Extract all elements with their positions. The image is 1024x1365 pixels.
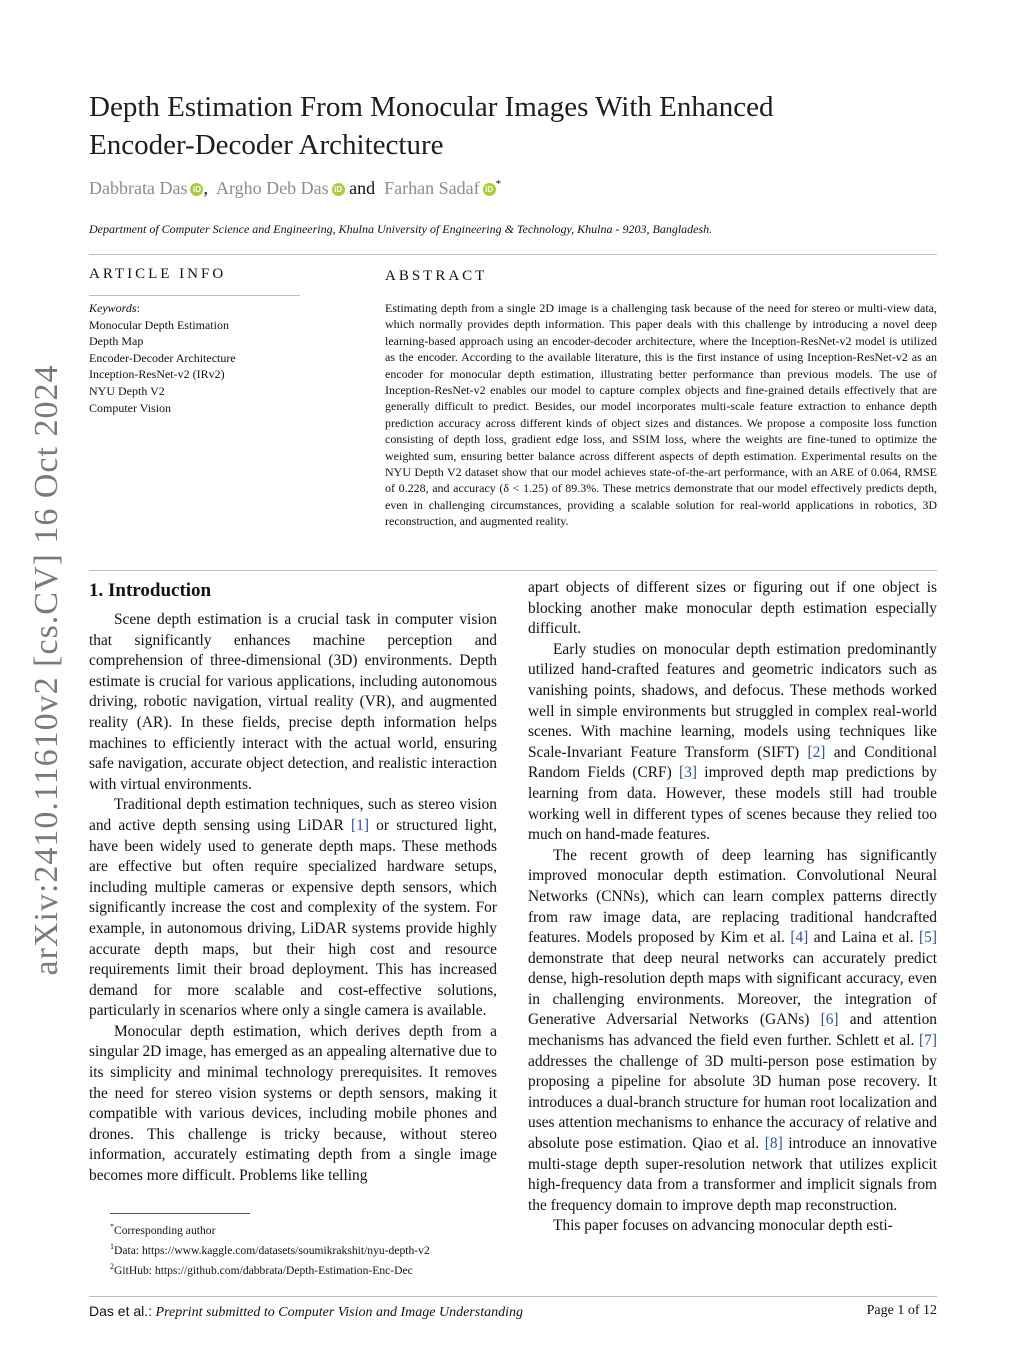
- footnote-rule: [110, 1213, 250, 1214]
- paragraph: [528, 640, 937, 846]
- text-run: demonstrate that deep neural networks can accurately predict dense, high-resolution depth maps with significant accuracy, even in challenging environments. Moreover, the integration of Generative Adversarial Networks (GANs): [528, 949, 937, 1029]
- citation-link[interactable]: [7]: [919, 1032, 937, 1050]
- text-run: or structured light, have been widely used to generate depth maps. These methods are effective but often require specialized hardware setups, including multiple cameras or expensive depth sensors, which significantly increase the cost and complexity of the system. For example, in autonomous driving, LiDAR systems provide highly accurate depth maps, but their high cost and resource requirements limit their broad deployment. This has increased demand for more scalable and cost-effective solutions, particularly in scenarios where only a single camera is available.: [89, 816, 497, 1020]
- citation-link[interactable]: [8]: [764, 1135, 783, 1153]
- paragraph: [528, 578, 937, 640]
- footnote-text: Corresponding author: [114, 1223, 216, 1237]
- text-run: apart objects of different sizes or figuring out if one object is blocking another make monocular depth estimation especially difficult.: [528, 579, 937, 638]
- citation-link[interactable]: [2]: [807, 743, 826, 761]
- abstract-text: Estimating depth from a single 2D image is a challenging task because of the need for stereo or multi-view data, which normally provides depth information. This paper deals with this challenge by introducing a novel deep learning-based approach using an encoder-decoder architecture, where the Inception-ResNet-v2 model is utilized as the encoder. According to the available literature, this is the first instance of using Inception-ResNet-v2 as an encoder for monocular depth estimation, illustrating better performance than previous models. The use of Inception-ResNet-v2 enables our model to capture complex objects and fine-grained details effectively that are generally difficult to predict. Besides, our model incorporates multi-scale feature extraction to enhance depth prediction accuracy across different kinds of object sizes and distances. We propose a composite loss function consisting of depth loss, gradient edge loss, and SSIM loss, where the weights are fine-tuned to optimize the weighted sum, ensuring better balance across different aspects of depth estimation. Experimental results on the NYU Depth V2 dataset show that our model achieves state-of-the-art performance, with an ARE of 0.064, RMSE of 0.228, and accuracy (δ < 1.25) of 89.3%. These metrics demonstrate that our model effectively predicts depth, even in challenging circumstances, providing a scalable solution for real-world applications in robotics, 3D reconstruction, and augmented reality.: [385, 301, 937, 529]
- author-separator: and: [349, 178, 376, 198]
- divider: [89, 254, 937, 255]
- text-run: and Conditional Random Fields (CRF): [528, 743, 937, 782]
- keyword-item: Computer Vision: [89, 400, 172, 415]
- left-column: [89, 610, 497, 1187]
- text-run: Scene depth estimation is a crucial task in computer vision that significantly enhances machine perception and comprehension of three-dimensional (3D) environments. Depth estimate is crucial for various applications, including autonomous driving, robotic navigation, virtual reality (VR), and augmented reality (AR). In these fields, precise depth information helps machines to efficiently interact with the actual world, ensuring safe navigation, accurate object detection, and realistic interaction with virtual environments.: [89, 611, 497, 793]
- text-run: Traditional depth estimation techniques, such as stereo vision and active depth sensing using LiDAR: [89, 796, 497, 834]
- text-run: and attention mechanisms has advanced the field even further. Schlett et al.: [528, 1011, 937, 1050]
- footnote-text[interactable]: Data: https://www.kaggle.com/datasets/soumikrakshit/nyu-depth-v2: [114, 1243, 430, 1257]
- footer-authors: Das et al.: [89, 1303, 149, 1319]
- citation-link[interactable]: [3]: [679, 764, 697, 782]
- citation-link[interactable]: [1]: [351, 816, 369, 834]
- citation-link[interactable]: [6]: [820, 1011, 839, 1029]
- title-line-2: Encoder-Decoder Architecture: [89, 129, 444, 161]
- text-run: Monocular depth estimation, which derives depth from a singular 2D image, has emerged as an appealing alternative due to its simplicity and minimal technology prerequisites. It removes the need for stereo vision systems or depth sensors, making it compatible with various devices, including mobile phones and drones. This challenge is tricky because, without stereo information, accurately estimating depth from a single image becomes more difficult. Problems like telling: [89, 1022, 497, 1185]
- citation-link[interactable]: [5]: [919, 929, 937, 947]
- corresponding-mark: *: [495, 178, 502, 190]
- abstract-heading: ABSTRACT: [385, 268, 488, 284]
- right-column: [528, 578, 937, 1237]
- text-run: improved depth map predictions by learning from data. However, these models still had trouble working well in different types of scenes because they relied too much on hand-made features.: [528, 764, 937, 844]
- text-run: introduce an innovative multi-stage depth super-resolution network that utilizes explicit high-frequency data from a transformer and implicit signals from the frequency domain to improve depth map reconstruction.: [528, 1135, 937, 1214]
- author-2[interactable]: Argho Deb Das: [215, 178, 329, 198]
- page-number: Page 1 of 12: [866, 1303, 937, 1318]
- orcid-icon[interactable]: iD: [483, 183, 496, 196]
- footnote: [110, 1239, 510, 1259]
- keywords-label: Keywords: [89, 301, 137, 315]
- keyword-item: Monocular Depth Estimation: [89, 317, 229, 332]
- citation-link[interactable]: [4]: [790, 929, 809, 947]
- author-3[interactable]: Farhan Sadaf: [384, 178, 480, 198]
- orcid-icon[interactable]: iD: [332, 183, 345, 196]
- keyword-item: NYU Depth V2: [89, 383, 165, 398]
- paragraph: [528, 846, 937, 1217]
- footnote-text[interactable]: GitHub: https://github.com/dabbrata/Depth-Estimation-Enc-Dec: [114, 1263, 413, 1277]
- footnotes: [110, 1219, 510, 1279]
- keyword-item: Encoder-Decoder Architecture: [89, 350, 236, 365]
- keyword-item: Inception-ResNet-v2 (IRv2): [89, 367, 225, 382]
- author-separator: ,: [203, 178, 208, 198]
- article-info-heading: ARTICLE INFO: [89, 266, 227, 282]
- paragraph: [89, 795, 497, 1022]
- footnote: [110, 1219, 510, 1239]
- footer-divider: [89, 1296, 937, 1297]
- footnote-mark: 1: [110, 1241, 114, 1251]
- divider: [89, 570, 937, 571]
- keyword-item: Depth Map: [89, 334, 144, 349]
- paragraph: [89, 610, 497, 795]
- keywords-block: Keywords: Monocular Depth Estimation Depth Map Encoder-Decoder Architecture Inception-ResNet-v2 (IRv2) NYU Depth V2 Computer Vision: [89, 300, 309, 416]
- divider: [89, 295, 300, 296]
- text-run: This paper focuses on advancing monocular depth esti-: [553, 1217, 893, 1235]
- text-run: and Laina et al.: [808, 929, 920, 947]
- author-1[interactable]: Dabbrata Das: [89, 178, 188, 198]
- keyword-list: [89, 317, 309, 417]
- section-heading: 1. Introduction: [89, 580, 212, 601]
- text-run: addresses the challenge of 3D multi-person pose estimation by proposing a pipeline for absolute 3D human pose recovery. It introduces a dual-branch structure for human root localization and uses attention mechanisms to enhance the accuracy of relative and absolute pose estimation. Qiao et al.: [528, 1052, 937, 1153]
- paper-title: [89, 88, 949, 164]
- author-list: [89, 178, 949, 199]
- affiliation: Department of Computer Science and Engineering, Khulna University of Engineering & Technology, Khulna - 9203, Bangladesh.: [89, 222, 713, 236]
- arxiv-sidebar-stamp: [17, 360, 77, 980]
- footer-venue: Preprint submitted to Computer Vision and Image Understanding: [155, 1305, 524, 1320]
- text-run: The recent growth of deep learning has significantly improved monocular depth estimation. Convolutional Neural Networks (CNNs), which can learn complex patterns directly from raw image data, are replacing traditional handcrafted features. Models proposed by Kim et al.: [528, 846, 937, 947]
- orcid-icon[interactable]: iD: [190, 183, 203, 196]
- arxiv-identifier: arXiv:2410.11610v2 [cs.CV] 16 Oct 2024: [28, 364, 65, 976]
- title-line-1: Depth Estimation From Monocular Images With Enhanced: [89, 91, 774, 123]
- paragraph: [528, 1216, 937, 1237]
- footnote: [110, 1259, 510, 1279]
- footnote-mark: *: [110, 1222, 114, 1231]
- text-run: Early studies on monocular depth estimation predominantly utilized hand-crafted features and geometric indicators such as vanishing points, shadows, and defocus. These methods worked well in simple environments but struggled in complex real-world scenes. With machine learning, models using techniques like Scale-Invariant Feature Transform (SIFT): [528, 640, 937, 761]
- footnote-mark: 2: [110, 1261, 114, 1271]
- paragraph: [89, 1022, 497, 1187]
- footer-colon: :: [148, 1303, 153, 1319]
